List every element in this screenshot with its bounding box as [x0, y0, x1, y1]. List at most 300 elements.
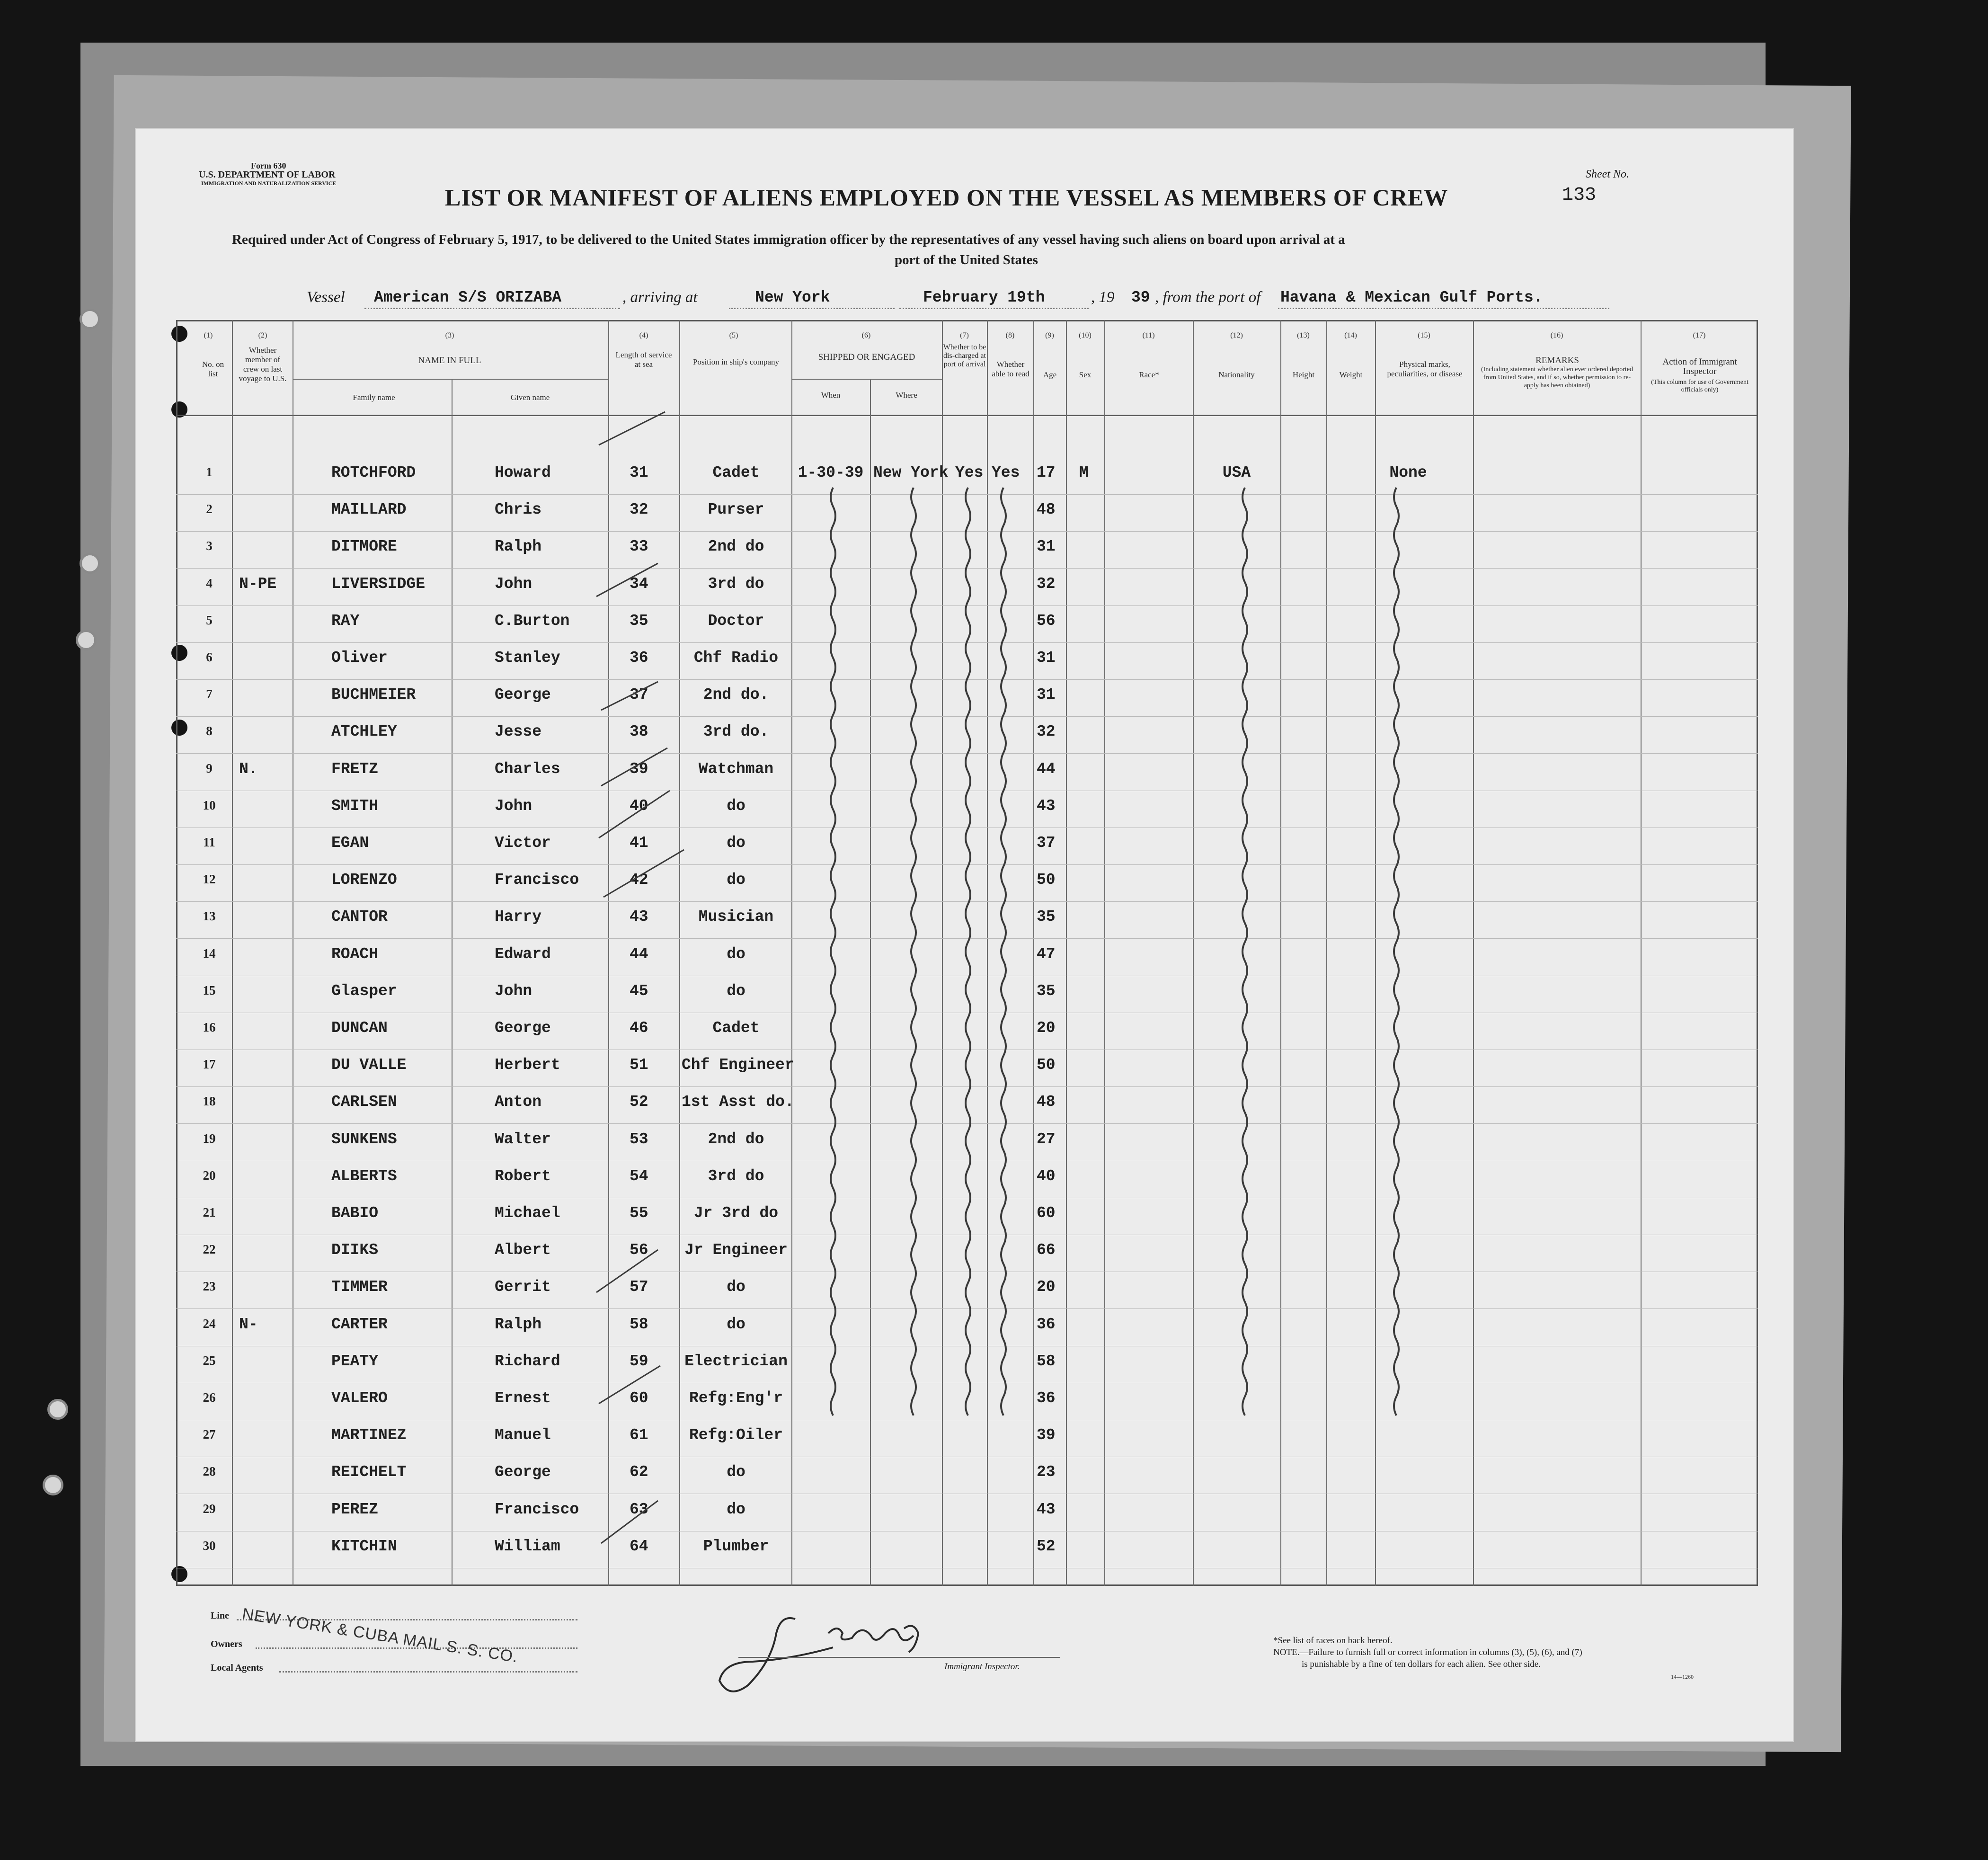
row-number: 1	[206, 465, 213, 479]
given-name: John	[495, 575, 532, 593]
given-name: Francisco	[495, 871, 579, 889]
length-of-service: 35	[630, 612, 648, 630]
department: U.S. DEPARTMENT OF LABOR	[199, 169, 336, 180]
row-guide-line	[176, 494, 1758, 495]
vessel-label: Vessel	[307, 289, 345, 306]
given-name: George	[495, 686, 551, 704]
length-of-service: 52	[630, 1093, 648, 1111]
header-weight: Weight	[1339, 370, 1363, 379]
crew-member-mark: N.	[239, 760, 258, 778]
arrival-year: 39	[1131, 289, 1150, 306]
length-of-service: 33	[630, 538, 648, 556]
row-guide-line	[176, 605, 1758, 606]
age-value: 20	[1037, 1278, 1056, 1296]
company-stamp: NEW YORK & CUBA MAIL S. S. CO.	[241, 1605, 519, 1666]
age-value: 39	[1037, 1426, 1056, 1444]
family-name: ROACH	[331, 945, 379, 963]
row-number: 20	[203, 1168, 216, 1183]
row-number: 15	[203, 983, 216, 997]
given-name: Michael	[495, 1204, 560, 1222]
header-remarks-note: (Including statement whether alien ever ordered deported from United States, and if so, whether permission to re-apply has been obtained)	[1481, 366, 1633, 389]
age-value: 35	[1037, 982, 1056, 1000]
length-of-service: 42	[630, 871, 648, 889]
row-number: 23	[203, 1279, 216, 1294]
given-name: Howard	[495, 464, 551, 481]
age-value: 32	[1037, 723, 1056, 741]
age-value: 31	[1037, 538, 1056, 556]
ship-position: Purser	[708, 501, 764, 519]
family-name: DITMORE	[331, 538, 397, 556]
column-line	[987, 320, 988, 1586]
ship-position: 2nd do.	[703, 686, 769, 704]
ship-position: do	[727, 1315, 746, 1333]
row-number: 2	[206, 502, 213, 516]
age-value: 31	[1037, 649, 1056, 667]
ship-position: 3rd do.	[703, 723, 769, 741]
row-number: 3	[206, 539, 213, 553]
row-number: 19	[203, 1131, 216, 1146]
fill-line	[1278, 308, 1609, 309]
age-value: 27	[1037, 1130, 1056, 1148]
ship-position: Chf Radio	[693, 649, 779, 667]
given-name: Anton	[495, 1093, 542, 1111]
signature-line	[738, 1657, 1060, 1658]
subheader-line	[293, 379, 608, 380]
row-number: 27	[203, 1427, 216, 1442]
ship-position: do	[727, 1463, 746, 1481]
given-name: Robert	[495, 1167, 551, 1185]
ship-position: 1st Asst do.	[682, 1093, 794, 1111]
column-number: (10)	[1079, 331, 1092, 339]
age-value: 47	[1037, 945, 1056, 963]
given-name: Albert	[495, 1241, 551, 1259]
row-number: 8	[206, 724, 213, 739]
length-of-service: 31	[630, 464, 648, 481]
column-line	[942, 320, 943, 1586]
age-value: 43	[1037, 797, 1056, 815]
column-number: (13)	[1297, 331, 1310, 339]
length-of-service: 36	[630, 649, 648, 667]
column-line	[1326, 320, 1327, 1586]
header-where: Where	[896, 391, 917, 400]
column-number: (14)	[1344, 331, 1357, 339]
form-number: Form 630	[251, 161, 286, 170]
column-number: (7)	[960, 331, 969, 339]
note-text-1: NOTE.—Failure to furnish full or correct information in columns (3), (5), (6), and (7)	[1273, 1647, 1582, 1657]
length-of-service: 56	[630, 1241, 648, 1259]
column-number: (3)	[445, 331, 454, 339]
sheet-number: 133	[1562, 185, 1597, 206]
from-label: , from the port of	[1155, 289, 1261, 306]
subtitle-line-2: port of the United States	[895, 252, 1038, 267]
year-prefix: , 19	[1091, 289, 1115, 306]
column-line	[1375, 320, 1376, 1586]
family-name: Glasper	[331, 982, 397, 1000]
given-name: Jesse	[495, 723, 542, 741]
given-name: George	[495, 1019, 551, 1037]
ship-position: do	[727, 1278, 746, 1296]
given-name: Stanley	[495, 649, 560, 667]
given-name: Ralph	[495, 1315, 542, 1333]
column-line	[1473, 320, 1474, 1586]
given-name: Walter	[495, 1130, 551, 1148]
races-note: *See list of races on back hereof.	[1273, 1636, 1393, 1646]
family-name: ROTCHFORD	[331, 464, 416, 481]
length-of-service: 40	[630, 797, 648, 815]
age-value: 31	[1037, 686, 1056, 704]
length-of-service: 61	[630, 1426, 648, 1444]
ship-position: do	[727, 797, 746, 815]
family-name: REICHELT	[331, 1463, 407, 1481]
given-name: Francisco	[495, 1500, 579, 1518]
ship-position: do	[727, 871, 746, 889]
header-no-on-list: No. on list	[202, 360, 224, 378]
age-value: 56	[1037, 612, 1056, 630]
age-value: 58	[1037, 1352, 1056, 1370]
column-line	[232, 320, 233, 1586]
header-physical-marks: Physical marks, peculiarities, or disease	[1387, 360, 1463, 378]
inspector-signature	[710, 1600, 947, 1695]
given-name: John	[495, 797, 532, 815]
column-line	[1033, 320, 1034, 1586]
row-number: 16	[203, 1020, 216, 1034]
length-of-service: 54	[630, 1167, 648, 1185]
given-name: C.Burton	[495, 612, 570, 630]
header-discharged: Whether to be dis-charged at port of arrival	[943, 343, 986, 368]
row-number: 13	[203, 909, 216, 924]
owners-label: Owners	[211, 1639, 242, 1649]
row-number: 4	[206, 576, 213, 590]
header-able-to-read: Whether able to read	[992, 360, 1030, 378]
column-line	[1066, 320, 1067, 1586]
length-of-service: 38	[630, 723, 648, 741]
ship-position: do	[727, 834, 746, 852]
nationality-value: USA	[1222, 464, 1251, 481]
row-guide-line	[176, 864, 1758, 865]
ship-position: Musician	[698, 908, 774, 926]
header-age: Age	[1043, 370, 1057, 379]
arriving-label: , arriving at	[622, 289, 698, 306]
length-of-service: 64	[630, 1537, 648, 1555]
given-name: Victor	[495, 834, 551, 852]
family-name: DIIKS	[331, 1241, 379, 1259]
ship-position: Electrician	[684, 1352, 788, 1370]
given-name: Gerrit	[495, 1278, 551, 1296]
family-name: DU VALLE	[331, 1056, 407, 1074]
service: IMMIGRATION AND NATURALIZATION SERVICE	[201, 180, 337, 187]
row-number: 21	[203, 1205, 216, 1219]
row-guide-line	[176, 679, 1758, 680]
age-value: 36	[1037, 1389, 1056, 1407]
form-code: 14—1260	[1671, 1673, 1694, 1680]
row-number: 14	[203, 946, 216, 961]
family-name: PEREZ	[331, 1500, 379, 1518]
subheader-line	[791, 379, 942, 380]
header-given-name: Given name	[510, 393, 550, 402]
family-name: MAILLARD	[331, 501, 407, 519]
age-value: 36	[1037, 1315, 1056, 1333]
header-race: Race*	[1139, 370, 1159, 379]
length-of-service: 58	[630, 1315, 648, 1333]
row-number: 12	[203, 872, 216, 887]
family-name: CANTOR	[331, 908, 388, 926]
family-name: ATCHLEY	[331, 723, 397, 741]
family-name: EGAN	[331, 834, 369, 852]
row-number: 25	[203, 1353, 216, 1368]
column-number: (17)	[1693, 331, 1706, 339]
form-title: LIST OR MANIFEST OF ALIENS EMPLOYED ON THE VESSEL AS MEMBERS OF CREW	[445, 184, 1448, 211]
row-guide-line	[176, 1123, 1758, 1124]
length-of-service: 60	[630, 1389, 648, 1407]
length-of-service: 32	[630, 501, 648, 519]
ship-position: Jr Engineer	[684, 1241, 788, 1259]
row-guide-line	[176, 938, 1758, 939]
ship-position: 2nd do	[708, 538, 764, 556]
header-shipped-engaged: SHIPPED OR ENGAGED	[818, 352, 915, 362]
given-name: Charles	[495, 760, 560, 778]
ship-position: 2nd do	[708, 1130, 764, 1148]
vessel-name: American S/S ORIZABA	[374, 289, 562, 306]
binder-hole	[43, 1475, 63, 1495]
immigrant-inspector-label: Immigrant Inspector.	[944, 1662, 1020, 1672]
row-number: 6	[206, 650, 213, 664]
header-nationality: Nationality	[1218, 370, 1255, 379]
header-height: Height	[1292, 370, 1315, 379]
row-number: 9	[206, 761, 213, 775]
family-name: LORENZO	[331, 871, 397, 889]
column-number: (6)	[861, 331, 871, 339]
ship-position: Doctor	[708, 612, 764, 630]
family-name: CARTER	[331, 1315, 388, 1333]
column-line	[679, 320, 680, 1586]
column-number: (1)	[204, 331, 213, 339]
column-line	[870, 379, 871, 1586]
row-guide-line	[176, 1308, 1758, 1309]
length-of-service: 57	[630, 1278, 648, 1296]
row-guide-line	[176, 753, 1758, 754]
age-value: 48	[1037, 1093, 1056, 1111]
header-sex: Sex	[1079, 370, 1092, 379]
given-name: Ralph	[495, 538, 542, 556]
ship-position: do	[727, 1500, 746, 1518]
age-value: 52	[1037, 1537, 1056, 1555]
age-value: 44	[1037, 760, 1056, 778]
row-number: 7	[206, 687, 213, 702]
length-of-service: 55	[630, 1204, 648, 1222]
family-name: FRETZ	[331, 760, 379, 778]
family-name: RAY	[331, 612, 360, 630]
age-value: 40	[1037, 1167, 1056, 1185]
length-of-service: 44	[630, 945, 648, 963]
column-line	[1193, 320, 1194, 1586]
header-length-service: Length of service at sea	[615, 350, 672, 369]
length-of-service: 45	[630, 982, 648, 1000]
header-position: Position in ship's company	[692, 357, 780, 366]
age-value: 50	[1037, 871, 1056, 889]
ship-position: 3rd do	[708, 575, 764, 593]
column-line	[1280, 320, 1281, 1586]
length-of-service: 51	[630, 1056, 648, 1074]
row-number: 24	[203, 1316, 216, 1331]
header-action: Action of Immigrant Inspector	[1662, 357, 1737, 376]
fill-line	[899, 308, 1089, 309]
row-number: 5	[206, 613, 213, 627]
given-name: George	[495, 1463, 551, 1481]
age-value: 17	[1037, 464, 1056, 481]
binder-hole	[47, 1399, 68, 1420]
column-line	[791, 320, 792, 1586]
row-number: 10	[203, 798, 216, 812]
binder-hole	[80, 309, 100, 329]
row-number: 29	[203, 1501, 216, 1516]
line-label: Line	[211, 1611, 229, 1621]
given-name: Chris	[495, 501, 542, 519]
length-of-service: 43	[630, 908, 648, 926]
row-guide-line	[176, 642, 1758, 643]
column-line	[452, 379, 453, 1586]
fill-line	[279, 1671, 577, 1673]
length-of-service: 46	[630, 1019, 648, 1037]
family-name: KITCHIN	[331, 1537, 397, 1555]
ship-position: Cadet	[712, 464, 760, 481]
ship-position: Chf Engineer	[682, 1056, 794, 1074]
crew-member-mark: N-PE	[239, 575, 277, 593]
given-name: Edward	[495, 945, 551, 963]
sheet-label: Sheet No.	[1586, 168, 1629, 180]
family-name: CARLSEN	[331, 1093, 397, 1111]
age-value: 66	[1037, 1241, 1056, 1259]
shipped-when: 1-30-39	[798, 464, 864, 481]
family-name: SMITH	[331, 797, 379, 815]
ship-position: Plumber	[703, 1537, 769, 1555]
note-text-2: is punishable by a fine of ten dollars for each alien. See other side.	[1302, 1659, 1541, 1669]
row-guide-line	[176, 901, 1758, 902]
row-number: 28	[203, 1464, 216, 1479]
length-of-service: 39	[630, 760, 648, 778]
physical-marks-value: None	[1389, 464, 1427, 481]
ship-position: Watchman	[698, 760, 774, 778]
ship-position: Refg:Eng'r	[689, 1389, 783, 1407]
column-number: (9)	[1045, 331, 1054, 339]
ship-position: 3rd do	[708, 1167, 764, 1185]
discharged-value: Yes	[955, 464, 984, 481]
row-guide-line	[176, 1086, 1758, 1087]
subtitle-line-1: Required under Act of Congress of February 5, 1917, to be delivered to the United States immigration officer by the representatives of any vessel having such aliens on board upon arrival at a	[232, 232, 1345, 247]
local-agents-label: Local Agents	[211, 1663, 263, 1673]
age-value: 37	[1037, 834, 1056, 852]
ship-position: Cadet	[712, 1019, 760, 1037]
given-name: John	[495, 982, 532, 1000]
family-name: LIVERSIDGE	[331, 575, 426, 593]
age-value: 50	[1037, 1056, 1056, 1074]
crew-member-mark: N-	[239, 1315, 258, 1333]
ship-position: Refg:Oiler	[689, 1426, 783, 1444]
given-name: Herbert	[495, 1056, 560, 1074]
column-number: (2)	[258, 331, 267, 339]
given-name: Harry	[495, 908, 542, 926]
column-number: (16)	[1550, 331, 1563, 339]
row-number: 17	[203, 1057, 216, 1072]
column-number: (8)	[1005, 331, 1015, 339]
given-name: Richard	[495, 1352, 560, 1370]
arriving-port: New York	[755, 289, 830, 306]
header-remarks: REMARKS	[1535, 356, 1579, 365]
from-port: Havana & Mexican Gulf Ports.	[1280, 289, 1543, 306]
given-name: Manuel	[495, 1426, 551, 1444]
age-value: 20	[1037, 1019, 1056, 1037]
length-of-service: 41	[630, 834, 648, 852]
length-of-service: 53	[630, 1130, 648, 1148]
header-when: When	[821, 391, 841, 400]
binder-hole	[76, 630, 97, 650]
given-name: Ernest	[495, 1389, 551, 1407]
age-value: 32	[1037, 575, 1056, 593]
column-line	[1104, 320, 1105, 1586]
age-value: 60	[1037, 1204, 1056, 1222]
column-line	[1641, 320, 1642, 1586]
family-name: MARTINEZ	[331, 1426, 407, 1444]
binder-hole	[80, 553, 100, 574]
row-number: 18	[203, 1094, 216, 1109]
row-guide-line	[176, 716, 1758, 717]
header-name-in-full: NAME IN FULL	[418, 356, 481, 365]
age-value: 48	[1037, 501, 1056, 519]
age-value: 35	[1037, 908, 1056, 926]
length-of-service: 63	[630, 1500, 648, 1518]
fill-line	[729, 308, 895, 309]
row-guide-line	[176, 531, 1758, 532]
fill-line	[364, 308, 620, 309]
column-number: (4)	[639, 331, 648, 339]
age-value: 23	[1037, 1463, 1056, 1481]
family-name: SUNKENS	[331, 1130, 397, 1148]
ship-position: do	[727, 945, 746, 963]
able-to-read-value: Yes	[992, 464, 1020, 481]
family-name: DUNCAN	[331, 1019, 388, 1037]
length-of-service: 62	[630, 1463, 648, 1481]
row-guide-line	[176, 568, 1758, 569]
family-name: VALERO	[331, 1389, 388, 1407]
manifest-table	[176, 320, 1758, 1586]
row-number: 30	[203, 1538, 216, 1553]
family-name: BUCHMEIER	[331, 686, 416, 704]
length-of-service: 37	[630, 686, 648, 704]
ship-position: do	[727, 982, 746, 1000]
row-number: 11	[203, 835, 215, 849]
column-number: (15)	[1418, 331, 1430, 339]
length-of-service: 34	[630, 575, 648, 593]
column-number: (11)	[1142, 331, 1155, 339]
family-name: PEATY	[331, 1352, 379, 1370]
column-number: (5)	[729, 331, 738, 339]
header-action-note: (This column for use of Government officials only)	[1651, 379, 1748, 393]
header-whether-member: Whether member of crew on last voyage to U.S.	[239, 346, 287, 383]
length-of-service: 59	[630, 1352, 648, 1370]
header-family-name: Family name	[353, 393, 395, 402]
family-name: TIMMER	[331, 1278, 388, 1296]
header-divider	[176, 415, 1758, 416]
family-name: BABIO	[331, 1204, 379, 1222]
sex-value: M	[1079, 464, 1089, 481]
row-number: 26	[203, 1390, 216, 1405]
row-number: 22	[203, 1242, 216, 1257]
shipped-where: New York	[873, 464, 949, 481]
age-value: 43	[1037, 1500, 1056, 1518]
family-name: Oliver	[331, 649, 388, 667]
column-number: (12)	[1230, 331, 1243, 339]
column-line	[608, 320, 609, 1586]
ship-position: Jr 3rd do	[693, 1204, 779, 1222]
